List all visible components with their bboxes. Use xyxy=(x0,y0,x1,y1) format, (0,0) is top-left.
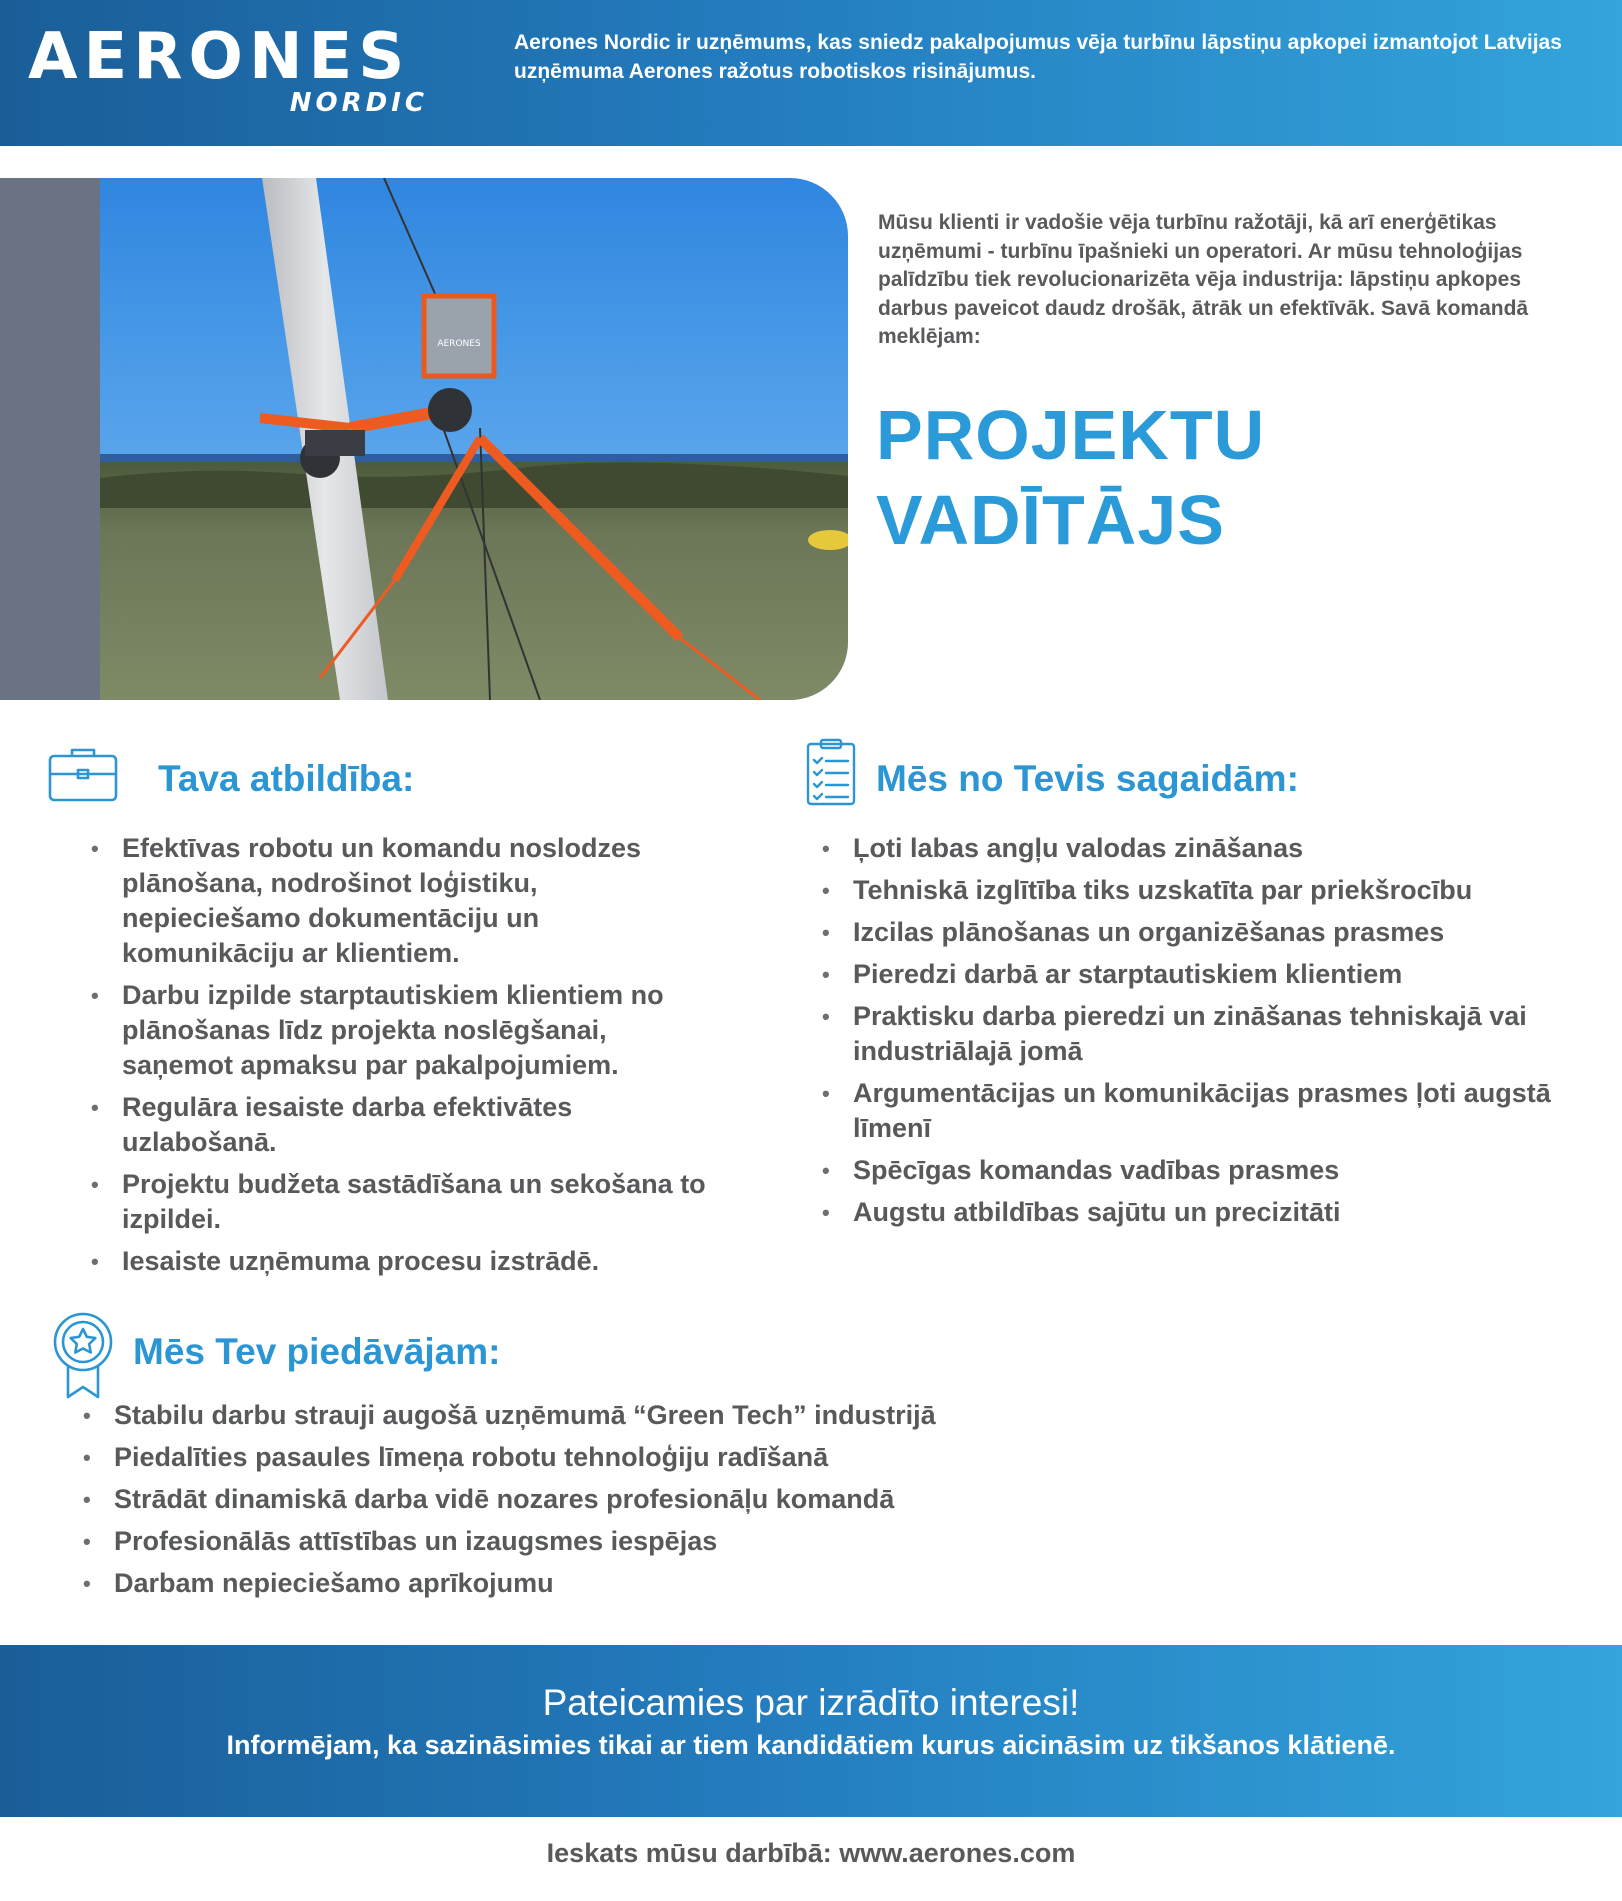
list-item: • Piedalīties pasaules līmeņa robotu tehnoloģiju radīšanā xyxy=(83,1440,1183,1475)
job-title-line-2: VADĪTĀJS xyxy=(876,481,1225,559)
company-description: Aerones Nordic ir uzņēmums, kas sniedz pakalpojumus vēja turbīnu lāpstiņu apkopei izmantojot Latvijas uzņēmuma Aerones ražotus robotiskos risinājumus. xyxy=(514,31,1562,83)
list-item: • Strādāt dinamiskā darba vidē nozares profesionāļu komandā xyxy=(83,1482,1183,1517)
list-item: • Regulāra iesaiste darba efektivātes uzlabošanā. xyxy=(91,1090,711,1160)
list-item: • Praktisku darba pieredzi un zināšanas tehniskajā vai industriālajā jomā xyxy=(822,999,1602,1069)
list-item: • Profesionālās attīstības un izaugsmes iespējas xyxy=(83,1524,1183,1559)
briefcase-icon xyxy=(48,746,118,807)
list-item: • Izcilas plānošanas un organizēšanas prasmes xyxy=(822,915,1602,950)
offer-title: Mēs Tev piedāvājam: xyxy=(133,1331,501,1372)
list-item: • Efektīvas robotu un komandu noslodzes plānošana, nodrošinot loģistiku, nepieciešamo dokumentāciju un komunikāciju ar klientiem. xyxy=(91,831,711,971)
footer-band xyxy=(0,1645,1622,1817)
hero-photo xyxy=(0,178,848,700)
intro-text: Mūsu klienti ir vadošie vēja turbīnu ražotāji, kā arī enerģētikas uzņēmumi - turbīnu īpašnieki un operatori. Ar mūsu tehnoloģijas palīdzību tiek revolucionarizēta vēja industrija: lāpstiņu apkopes darbus paveicot daudz drošāk, ātrāk un efektīvāk. Savā komandā meklējam: xyxy=(878,211,1529,348)
list-item: • Darbu izpilde starptautiskiem klientiem no plānošanas līdz projekta noslēgšanai, saņemot apmaksu par pakalpojumiem. xyxy=(91,978,711,1083)
list-item: • Argumentācijas un komunikācijas prasmes ļoti augstā līmenī xyxy=(822,1076,1602,1146)
list-item: • Ļoti labas angļu valodas zināšanas xyxy=(822,831,1602,866)
logo-wordmark: AERONES xyxy=(28,20,411,94)
footer-title: Pateicamies par izrādīto interesi! xyxy=(542,1682,1080,1723)
job-title-line-1: PROJEKTU xyxy=(876,396,1266,474)
header-band xyxy=(0,0,1622,146)
offer-list xyxy=(83,1398,1183,1608)
list-item: • Darbam nepieciešamo aprīkojumu xyxy=(83,1566,1183,1601)
list-item: • Spēcīgas komandas vadības prasmes xyxy=(822,1153,1602,1188)
requirements-title: Mēs no Tevis sagaidām: xyxy=(876,758,1299,799)
responsibilities-title: Tava atbildība: xyxy=(158,758,415,799)
list-item: • Projektu budžeta sastādīšana un sekošana to izpildei. xyxy=(91,1167,711,1237)
list-item: • Augstu atbildības sajūtu un precizitāti xyxy=(822,1195,1602,1230)
clipboard-checklist-icon xyxy=(806,738,856,811)
award-ribbon-icon xyxy=(52,1311,114,1406)
responsibilities-list xyxy=(91,831,711,1286)
list-item: • Pieredzi darbā ar starptautiskiem klientiem xyxy=(822,957,1602,992)
job-title xyxy=(876,393,1576,563)
robot-unit xyxy=(424,296,494,376)
list-item: • Iesaiste uzņēmuma procesu izstrādē. xyxy=(91,1244,711,1279)
footer-subtitle: Informējam, ka sazināsimies tikai ar tiem kandidātiem kurus aicināsim uz tikšanos klātienē. xyxy=(226,1730,1396,1760)
website-link[interactable]: Ieskats mūsu darbībā: www.aerones.com xyxy=(546,1838,1076,1868)
logo-subtext: NORDIC xyxy=(289,88,428,118)
svg-text:AERONES: AERONES xyxy=(437,339,481,349)
list-item: • Stabilu darbu strauji augošā uzņēmumā “Green Tech” industrijā xyxy=(83,1398,1183,1433)
list-item: • Tehniskā izglītība tiks uzskatīta par priekšrocību xyxy=(822,873,1602,908)
requirements-list xyxy=(822,831,1602,1237)
company-logo[interactable] xyxy=(28,22,448,122)
